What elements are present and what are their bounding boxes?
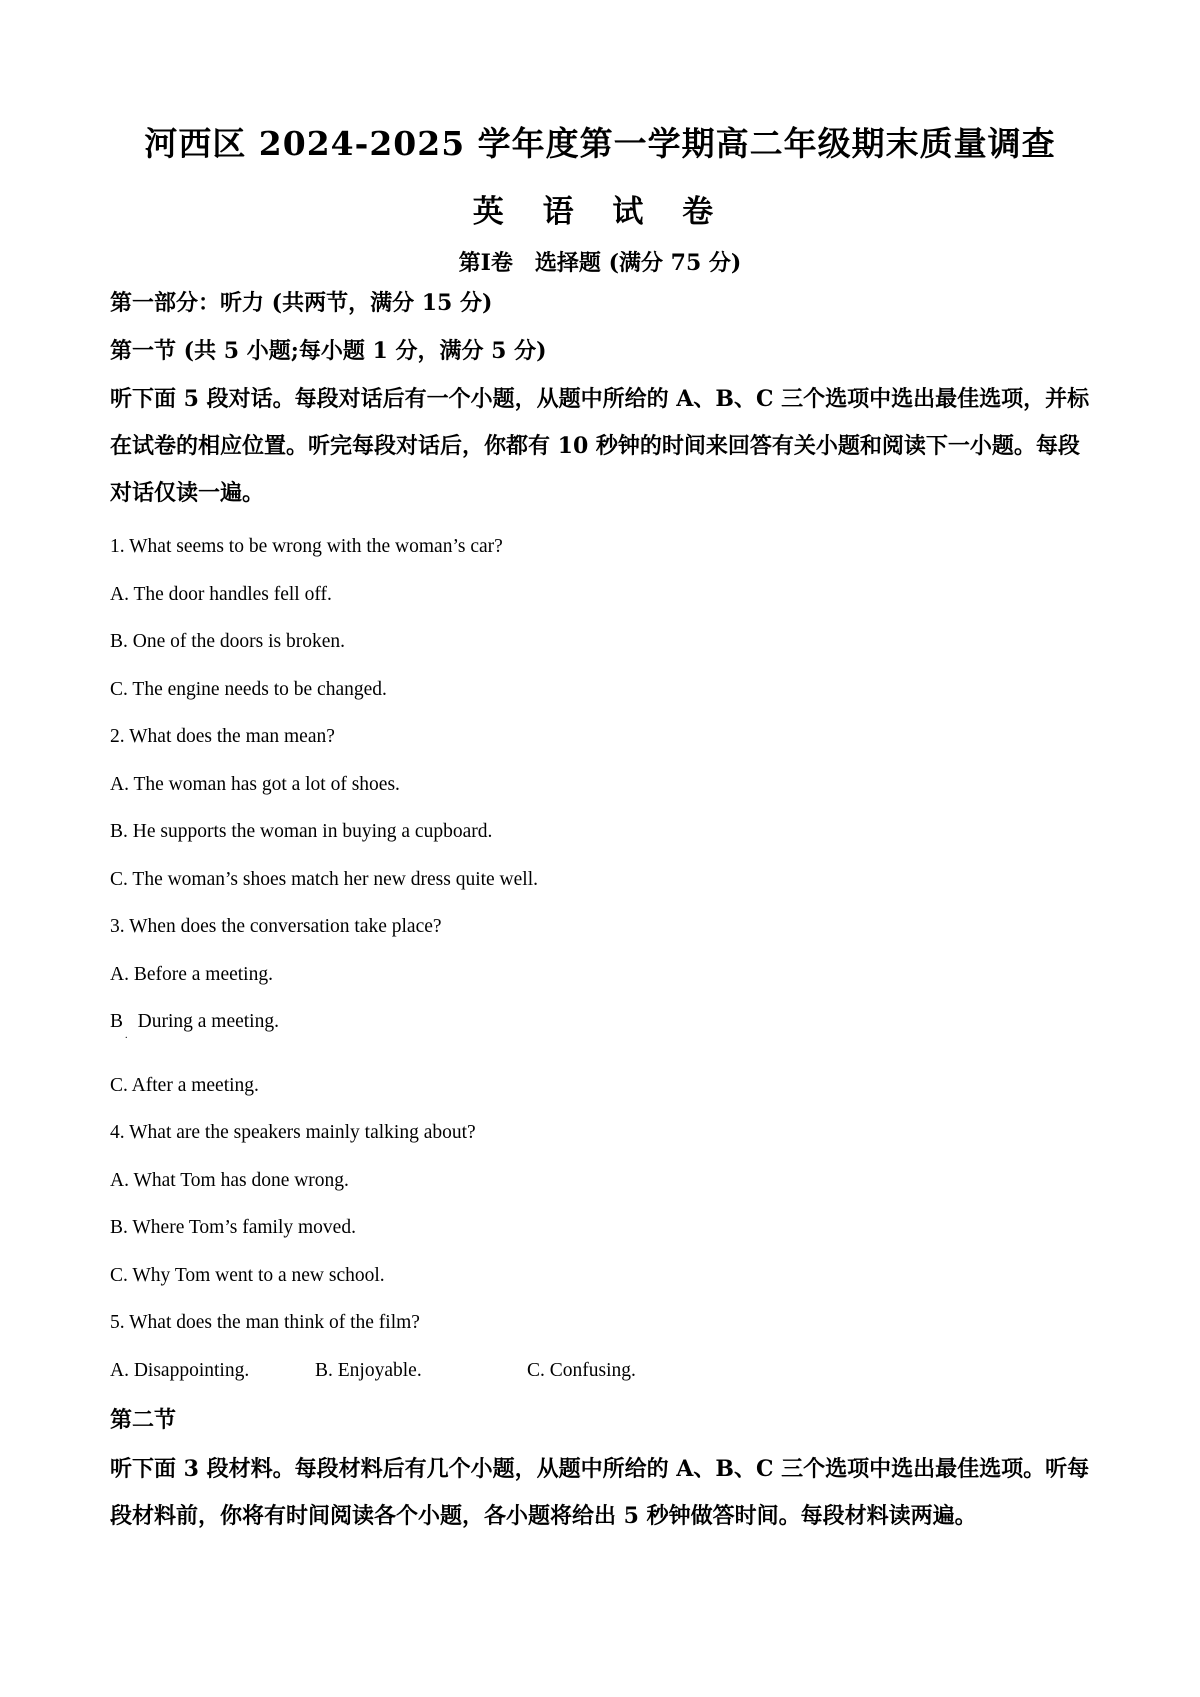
question-2-option-a: A. The woman has got a lot of shoes. xyxy=(110,774,400,795)
question-5-option-a: A. Disappointing. xyxy=(110,1360,250,1381)
question-2: 2. What does the man mean? xyxy=(110,726,335,747)
paper-section-heading: 第Ⅰ卷 选择题 (满分 75 分) xyxy=(458,250,742,276)
question-5-option-c: C. Confusing. xyxy=(527,1360,636,1381)
question-1-option-b: B. One of the doors is broken. xyxy=(110,631,346,652)
exam-subtitle: 英 语 试 卷 xyxy=(472,194,728,230)
section2-instructions: 听下面 3 段材料。每段材料后有几个小题，从题中所给的 A、B、C 三个选项中选出最佳选项。听每段材料前，你将有时间阅读各个小题，各小题将给出 5 秒钟做答时间。每段材料读两遍。 xyxy=(110,1456,1090,1529)
stray-dot-mark: . xyxy=(125,1030,128,1041)
question-1: 1. What seems to be wrong with the woman’s car? xyxy=(110,536,503,557)
question-1-option-c: C. The engine needs to be changed. xyxy=(110,679,387,700)
part1-heading: 第一部分：听力 (共两节，满分 15 分) xyxy=(110,290,493,316)
question-4-option-a: A. What Tom has done wrong. xyxy=(110,1170,349,1191)
question-5: 5. What does the man think of the film? xyxy=(110,1312,420,1333)
question-4-option-c: C. Why Tom went to a new school. xyxy=(110,1265,385,1286)
section2-heading: 第二节 xyxy=(110,1407,177,1433)
question-5-options xyxy=(110,1360,636,1382)
question-3-option-c: C. After a meeting. xyxy=(110,1075,259,1096)
question-4-option-b: B. Where Tom’s family moved. xyxy=(110,1217,356,1238)
section1-instructions: 听下面 5 段对话。每段对话后有一个小题，从题中所给的 A、B、C 三个选项中选出最佳选项，并标在试卷的相应位置。听完每段对话后，你都有 10 秒钟的时间来回答有关小题和阅读下一小题。每段对话仅读一遍。 xyxy=(110,386,1090,506)
question-2-option-b: B. He supports the woman in buying a cupboard. xyxy=(110,821,493,842)
question-3: 3. When does the conversation take place? xyxy=(110,916,442,937)
question-3-option-a: A. Before a meeting. xyxy=(110,964,273,985)
question-1-option-a: A. The door handles fell off. xyxy=(110,584,332,605)
question-4: 4. What are the speakers mainly talking about? xyxy=(110,1122,476,1143)
exam-title: 河西区 2024-2025 学年度第一学期高二年级期末质量调查 xyxy=(144,124,1056,163)
question-3-option-b: B During a meeting. xyxy=(110,1011,279,1032)
question-2-option-c: C. The woman’s shoes match her new dress quite well. xyxy=(110,869,539,890)
question-5-option-b: B. Enjoyable. xyxy=(315,1360,422,1381)
section1-heading: 第一节 (共 5 小题;每小题 1 分，满分 5 分) xyxy=(110,338,547,364)
